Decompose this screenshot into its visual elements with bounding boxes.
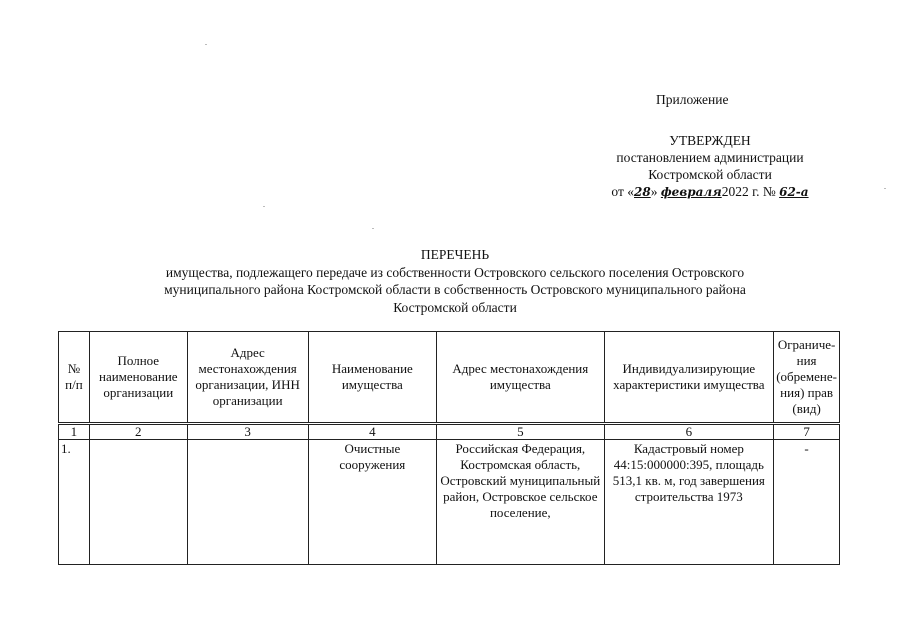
document-subtitle-line-2: муниципального района Костромской области в собственность Островского муниципального района — [164, 282, 746, 297]
column-number: 5 — [437, 424, 604, 440]
table-header-row — [59, 332, 840, 424]
row-org-name — [89, 440, 187, 565]
document-subtitle-line-3: Костромской области — [393, 299, 517, 315]
header-cell-number: № п/п — [59, 332, 90, 424]
row-characteristics: Кадастровый номер 44:15:000000:395, площадь 513,1 кв. м, год завершения строительства 1973 — [604, 440, 774, 565]
date-year: 2022 г. № — [721, 184, 776, 199]
date-mid: » — [650, 184, 658, 199]
date-prefix: от « — [611, 184, 635, 199]
scan-speck — [372, 228, 374, 229]
document-heading: ПЕРЕЧЕНЬ — [420, 247, 490, 262]
approved-region: Костромской области — [648, 167, 772, 182]
column-number: 1 — [59, 424, 90, 440]
date-day-handwritten: 28 — [634, 185, 651, 199]
scan-speck — [884, 188, 886, 189]
approved-by-line: постановлением администрации — [616, 150, 804, 165]
header-cell-characteristics: Индивидуализирующие характеристики имущества — [604, 332, 774, 424]
column-number: 3 — [187, 424, 308, 440]
row-restrictions: - — [774, 440, 840, 565]
column-number: 7 — [774, 424, 840, 440]
column-number: 6 — [604, 424, 774, 440]
document-subtitle-line-1: имущества, подлежащего передаче из собственности Островского сельского поселения Островского — [165, 264, 745, 280]
header-cell-restrictions: Ограниче-ния (обремене-ния) прав (вид) — [774, 332, 840, 424]
approved-label: УТВЕРЖДЕН — [669, 133, 751, 148]
row-property-name: Очистные сооружения — [308, 440, 437, 565]
row-number: 1. — [59, 440, 90, 565]
property-table — [58, 331, 840, 565]
approval-date-line — [560, 183, 860, 201]
row-property-address: Российская Федерация, Костромская область, Островский муниципальный район, Островское сельское поселение, — [437, 440, 604, 565]
header-cell-org-address: Адрес местонахождения организации, ИНН организации — [187, 332, 308, 424]
date-month-handwritten: февраля — [660, 185, 722, 199]
column-number-row — [59, 424, 840, 440]
appendix-label: Приложение — [656, 92, 729, 107]
document-number-handwritten: 62-а — [779, 185, 809, 199]
header-cell-org-name: Полное наименование организации — [89, 332, 187, 424]
column-number: 2 — [89, 424, 187, 440]
row-org-address — [187, 440, 308, 565]
scan-speck — [263, 206, 265, 207]
header-cell-property-address: Адрес местонахождения имущества — [437, 332, 604, 424]
header-cell-property-name: Наименование имущества — [308, 332, 437, 424]
document-title-block — [110, 246, 800, 316]
approval-block — [560, 132, 860, 201]
scan-speck — [205, 44, 207, 45]
table-row — [59, 440, 840, 565]
column-number: 4 — [308, 424, 437, 440]
